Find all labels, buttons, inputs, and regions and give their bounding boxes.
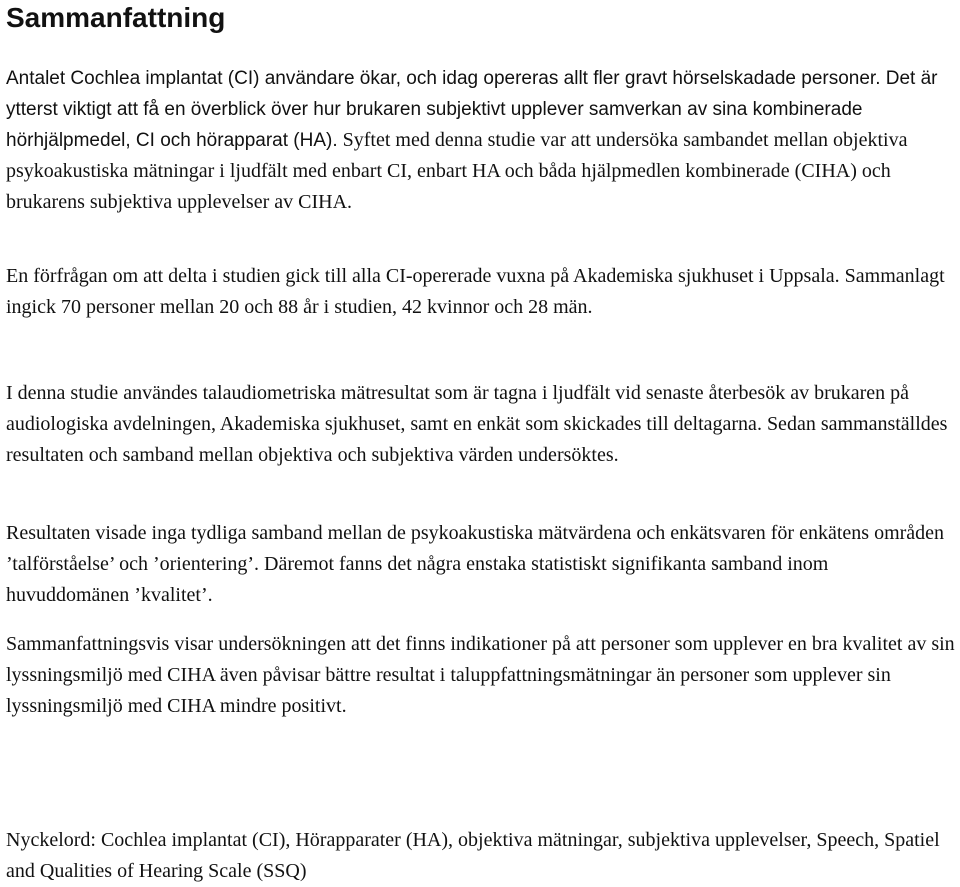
abstract-paragraph-intro bbox=[6, 63, 956, 218]
abstract-paragraph-conclusion: Sammanfattningsvis visar undersökningen att det finns indikationer på att personer som upplever en bra kvalitet av sin lyssningsmiljö med CIHA även påvisar bättre resultat i taluppfattningsmätningar än personer som upplever sin lyssningsmiljö med CIHA mindre positivt. bbox=[6, 633, 955, 717]
keywords-paragraph: Nyckelord: Cochlea implantat (CI), Hörapparater (HA), objektiva mätningar, subjektiva upplevelser, Speech, Spatiel and Qualities of Hearing Scale (SSQ) bbox=[6, 829, 940, 882]
intro-text-sans: Antalet Cochlea implantat (CI) användare ökar, och idag opereras allt fler gravt hörselskadade personer. Det är ytterst viktigt att få en överblick över hur brukaren subjektivt upplever samverkan av sina kombinerade hörhjälpmedel, CI och hörapparat (HA). bbox=[6, 68, 938, 151]
abstract-paragraph-participants: En förfrågan om att delta i studien gick till alla CI-opererade vuxna på Akademiska sjukhuset i Uppsala. Sammanlagt ingick 70 personer mellan 20 och 88 år i studien, 42 kvinnor och 28 män. bbox=[6, 265, 945, 318]
section-heading: Sammanfattning bbox=[6, 2, 226, 33]
abstract-paragraph-results: Resultaten visade inga tydliga samband mellan de psykoakustiska mätvärdena och enkätsvaren för enkätens områden ’talförståelse’ och ’orientering’. Däremot fanns det några enstaka statistiskt signifikanta samband inom huvuddomänen ’kvalitet’. bbox=[6, 522, 945, 606]
abstract-paragraph-method: I denna studie användes talaudiometriska mätresultat som är tagna i ljudfält vid senaste återbesök av brukaren på audiologiska avdelningen, Akademiska sjukhuset, samt en enkät som skickades till deltagarna. Sedan sammanställdes resultaten och samband mellan objektiva och subjektiva värden undersöktes. bbox=[6, 382, 948, 466]
intro-text-serif: Syftet med denna studie var att undersöka sambandet mellan objektiva psykoakustiska mätningar i ljudfält med enbart CI, enbart HA och båda hjälpmedlen kombinerade (CIHA) och brukarens subjektiva upplevelser av CIHA. bbox=[6, 129, 908, 213]
